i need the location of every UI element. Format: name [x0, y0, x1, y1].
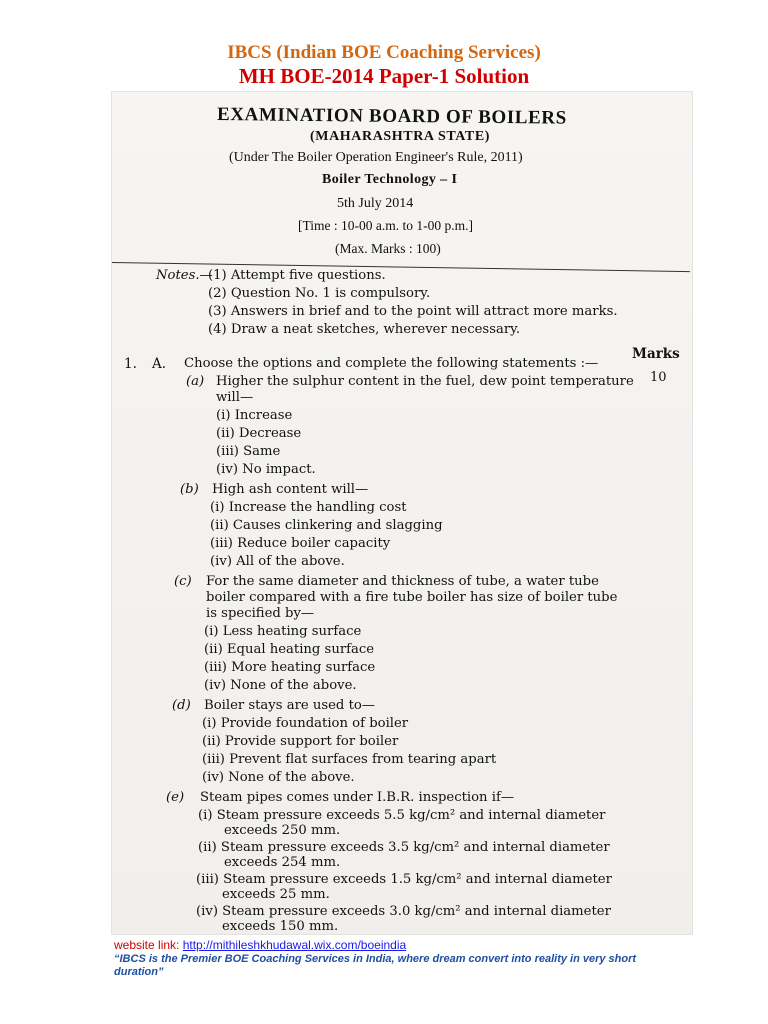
question-number: 1. — [124, 356, 137, 372]
option-item: (i) Less heating surface — [204, 624, 362, 639]
note-item: (2) Question No. 1 is compulsory. — [208, 286, 431, 301]
option-item: (iii) More heating surface — [204, 660, 376, 675]
website-link[interactable]: http://mithileshkhudawal.wix.com/boeindia — [182, 938, 407, 952]
option-item: (iv) None of the above. — [202, 770, 355, 785]
board-heading: EXAMINATION BOARD OF BOILERS — [216, 104, 567, 129]
subquestion-text: For the same diameter and thickness of tube, a water tube — [206, 574, 599, 589]
website-line — [114, 938, 406, 952]
scanned-exam-page — [112, 92, 692, 934]
subquestion-text: Higher the sulphur content in the fuel, dew point temperature — [216, 374, 634, 389]
subquestion-text: Steam pipes comes under I.B.R. inspection if— — [200, 790, 515, 805]
state-heading: (MAHARASHTRA STATE) — [310, 129, 491, 144]
option-item: (iii) Steam pressure exceeds 1.5 kg/cm² and internal diameter — [196, 872, 612, 887]
option-item: (ii) Causes clinkering and slagging — [210, 518, 443, 533]
subquestion-text: boiler compared with a fire tube boiler has size of boiler tube — [206, 590, 618, 605]
option-item: (iii) Prevent flat surfaces from tearing apart — [202, 752, 497, 767]
option-item: (iii) Same — [216, 444, 281, 459]
option-continuation: exceeds 250 mm. — [224, 823, 341, 838]
option-item: (iv) Steam pressure exceeds 3.0 kg/cm² and internal diameter — [196, 904, 611, 919]
tagline: “IBCS is the Premier BOE Coaching Services in India, where dream convert into reality in very short duration” — [114, 953, 637, 978]
marks-value: 10 — [650, 370, 667, 385]
subquestion-label: (a) — [186, 374, 205, 389]
subquestion-text: will— — [216, 390, 254, 405]
option-continuation: exceeds 25 mm. — [222, 887, 330, 902]
rule-line: (Under The Boiler Operation Engineer's Rule, 2011) — [229, 150, 523, 165]
question-part: A. — [152, 356, 167, 372]
subquestion-label: (d) — [172, 698, 191, 713]
note-item: (4) Draw a neat sketches, wherever necessary. — [208, 322, 521, 337]
option-item: (ii) Provide support for boiler — [202, 734, 399, 749]
subquestion-label: (b) — [180, 482, 199, 497]
note-item: (3) Answers in brief and to the point will attract more marks. — [208, 304, 618, 319]
option-item: (iv) All of the above. — [210, 554, 345, 569]
question-instruction: Choose the options and complete the following statements :— — [184, 356, 599, 371]
option-item: (iv) None of the above. — [204, 678, 357, 693]
option-continuation: exceeds 254 mm. — [224, 855, 341, 870]
notes-heading: Notes.— — [156, 268, 213, 283]
note-item: (1) Attempt five questions. — [208, 268, 386, 283]
subquestion-text: Boiler stays are used to— — [204, 698, 375, 713]
option-item: (i) Steam pressure exceeds 5.5 kg/cm² and internal diameter — [198, 808, 606, 823]
option-item: (i) Increase the handling cost — [210, 500, 407, 515]
option-item: (i) Provide foundation of boiler — [202, 716, 409, 731]
subject-line: Boiler Technology – I — [322, 172, 458, 187]
option-item: (i) Increase — [216, 408, 293, 423]
option-item: (iv) No impact. — [216, 462, 316, 477]
option-item: (ii) Steam pressure exceeds 3.5 kg/cm² and internal diameter — [198, 840, 610, 855]
subquestion-text: is specified by— — [206, 606, 315, 621]
option-item: (ii) Equal heating surface — [204, 642, 375, 657]
max-marks: (Max. Marks : 100) — [335, 241, 441, 256]
exam-time: [Time : 10-00 a.m. to 1-00 p.m.] — [298, 218, 473, 233]
option-item: (ii) Decrease — [216, 426, 302, 441]
subquestion-label: (c) — [174, 574, 192, 589]
website-label: website link: — [114, 938, 180, 952]
paper-title: MH BOE-2014 Paper-1 Solution — [238, 64, 530, 88]
exam-date: 5th July 2014 — [337, 196, 414, 211]
subquestion-text: High ash content will— — [212, 482, 369, 497]
subquestion-label: (e) — [166, 790, 185, 805]
marks-label: Marks — [632, 346, 680, 362]
option-item: (iii) Reduce boiler capacity — [210, 536, 391, 551]
option-continuation: exceeds 150 mm. — [222, 919, 339, 934]
org-title: IBCS (Indian BOE Coaching Services) — [227, 42, 541, 63]
